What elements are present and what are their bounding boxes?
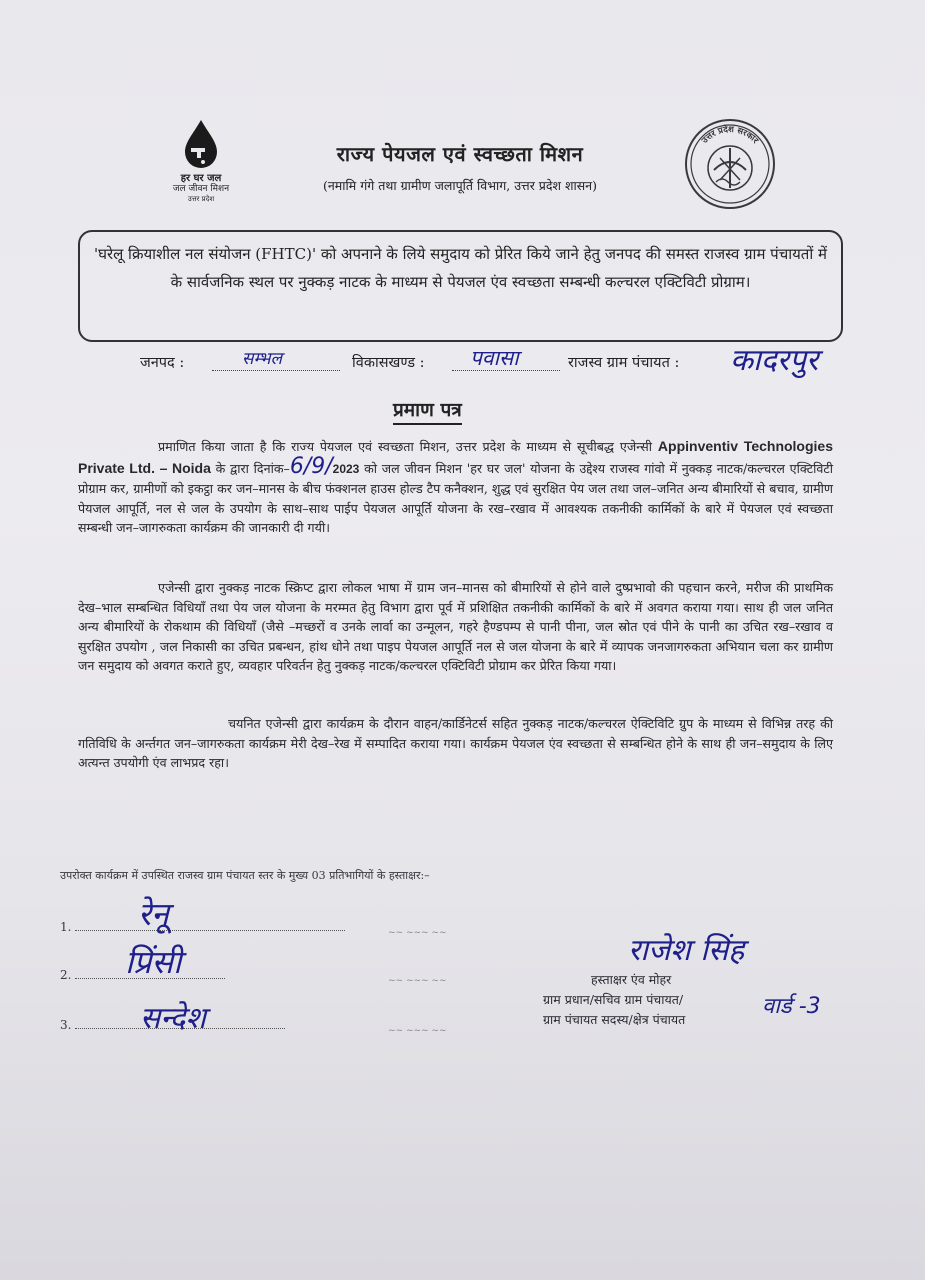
- svg-text:उत्तर प्रदेश सरकार: [699, 124, 760, 146]
- participant-number-3: 3.: [60, 1018, 72, 1032]
- program-title-box: [78, 230, 843, 342]
- participant-signature-3: सन्देश: [140, 1001, 206, 1036]
- paragraph-1-part1: प्रमाणित किया जाता है कि राज्य पेयजल एवं स्वच्छता मिशन, उत्तर प्रदेश के माध्यम से सूचीबद्ध एजेन्सी: [158, 439, 653, 454]
- paragraph-2-text: एजेन्सी द्वारा नुक्कड़ नाटक स्क्रिप्ट द्वारा लोकल भाषा में ग्राम जन–मानस को बीमारियों से होने वाले दुष्प्रभावो की पहचान करने, मरीज की प्राथमिक देख–भाल सम्बन्धित विधियाँ तथा पेय जल योजना के मरम्मत हेतु विभाग द्वारा पूर्व में प्रशिक्षित तकनीकी कार्मिकों के बारे में अवगत कराया गया। साथ ही जल जनित अन्य बीमारियों के रोकथाम की विधियाँ (जैसे –मच्छरों व उनके लार्वा का उन्मूलन, गहरे हैण्डपम्प से पानी पीना, जल स्रोत एवं पीने के पानी का उचित रख–रखाव व सुरक्षित उपयोग , जल निकासी का उचित प्रबन्धन, हांथ धोने तथा पाइप पेयजल आपूर्ति नल से जल योजना के बारे में व्यापक जनजागरुकता अभियान चला कर ग्रामीण जन समुदाय को अवगत कराते हुए, व्यवहार परिवर्तन हेतु नुक्कड़ नाटक/कल्चरल एक्टिविटी प्रोग्राम कर प्रेरित किया गया।: [78, 580, 833, 673]
- participants-intro: उपरोक्त कार्यक्रम में उपस्थित राजस्व ग्राम पंचायत स्तर के मुख्य 03 प्रतिभागियों के हस्ताक्षर:–: [60, 869, 430, 882]
- certificate-page: हर घर जल जल जीवन मिशन उत्तर प्रदेश राज्य पेयजल एवं स्वच्छता मिशन (नमामि गंगे तथा ग्रामीण जलापूर्ति विभाग, उत्तर प्रदेश शासन) उत्तर प्रदेश सरकार 'घरेलू क्रियाशील नल संयोजन (FHTC)' को अपनाने के लिये समुदाय को प्रेरित किये जाने हेतु जनपद की समस्त राजस्व ग्राम पंचायतों में के सार्वजनिक स्थल पर नुक्कड़ नाटक के माध्यम से पेयजल एंव स्वच्छता सम्बन्धी कल्चरल एक्टिविटी प्रोग्राम। जनपद : सम्भल विकासखण्ड : पवासा राजस्व ग्राम पंचायत : कादरपुर प्रमाण पत्र प्रमाणित किया जाता है कि राज्य पेयजल एवं स्वच्छता मिशन, उत्तर प्रदेश के माध्यम से सूचीबद्ध एजेन्सी Appinventiv Technologies Private Ltd. – Noida के द्वारा दिनांक–6/9/2023 को जल जीवन मिशन 'हर घर जल' योजना के उद्देश्य राजस्व गांवो में नुक्कड़ नाटक/कल्चरल एक्टिविटी प्रोग्राम कर, ग्रामीणों को इकट्ठा कर जन–मानस के बीच फंक्शनल हाउस होल्ड टैप कनैक्शन, शुद्ध एवं सुरक्षित पेय जल तथा जल–जनित अन्य बीमारियों से बचाव, ग्रामीण पेयजल आपूर्ति, नल से जल के उपयोग के साथ–साथ पाईप पेयजल आपूर्ति योजना के रख–रखाव में आवश्यक तकनीकी कार्मिकों के बारे में पेयजल एवं स्वच्छता सम्बन्धी जन–जागरुकता कार्यक्रम की जानकारी दी गयी। एजेन्सी द्वारा नुक्कड़ नाटक स्क्रिप्ट द्वारा लोकल भाषा में ग्राम जन–मानस को बीमारियों से होने वाले दुष्प्रभावो की पहचान करने, मरीज की प्राथमिक देख–भाल सम्बन्धित विधियाँ तथा पेय जल योजना के मरम्मत हेतु विभाग द्वारा पूर्व में प्रशिक्षित तकनीकी कार्मिकों के बारे में अवगत कराया गया। साथ ही जल जनित अन्य बीमारियों के रोकथाम की विधियाँ (जैसे –मच्छरों व उनके लार्वा का उन्मूलन, गहरे हैण्डपम्प से पानी पीना, जल स्रोत एवं पीने के पानी का उचित रख–रखाव व सुरक्षित उपयोग , जल निकासी का उचित प्रबन्धन, हांथ धोने तथा पाइप पेयजल आपूर्ति नल से जल योजना के बारे में व्यापक जनजागरुकता अभियान चला कर ग्रामीण जन समुदाय को अवगत कराते हुए, व्यवहार परिवर्तन हेतु नुक्कड़ नाटक/कल्चरल एक्टिविटी प्रोग्राम कर प्रेरित किया गया। चयनित एजेन्सी द्वारा कार्यक्रम के दौरान वाहन/कार्डिनेटर्स सहित नुक्कड़ नाटक/कल्चरल ऐक्टिविटि ग्रुप के माध्यम से विभिन्न तरह की गतिविधि के अर्न्तगत जन–जागरुकता कार्यक्रम मेरी देख–रेख में सम्पादित कराया गया। कार्यक्रम पेयजल एंव स्वच्छता से सम्बन्धित होने के साथ ही जन–समुदाय के लिए अत्यन्त उपयोगी एंव लाभप्रद रहा। उपरोक्त कार्यक्रम में उपस्थित राजस्व ग्राम पंचायत स्तर के मुख्य 03 प्रतिभागियों के हस्ताक्षर:– 1. रेनू ~~ ~~~ ~~ 2. प्रिंसी ~~ ~~~ ~~ 3. सन्देश ~~ ~~~ ~~ राजेश सिंह हस्ताक्षर एंव मोहर ग्राम प्रधान/सचिव ग्राम पंचायत/ ग्राम पंचायत सदस्य/क्षेत्र पंचायत वार्ड -3: [0, 0, 925, 1280]
- authority-role-line-1: ग्राम प्रधान/सचिव ग्राम पंचायत/: [543, 992, 684, 1007]
- paragraph-3: [78, 714, 833, 773]
- participant-row-1: [60, 920, 345, 934]
- participant-signature-1: रेनू: [138, 895, 169, 933]
- handwritten-date: 6/9/: [289, 453, 333, 479]
- logo-caption-3: उत्तर प्रदेश: [187, 195, 215, 203]
- block-label: विकासखण्ड :: [352, 355, 425, 371]
- paragraph-1: [78, 437, 833, 538]
- agency-name: Appinventiv Technologies Private Ltd. – Noida: [78, 438, 834, 476]
- paragraph-3-text: चयनित एजेन्सी द्वारा कार्यक्रम के दौरान वाहन/कार्डिनेटर्स सहित नुक्कड़ नाटक/कल्चरल ऐक्टिविटि ग्रुप के माध्यम से विभिन्न तरह की गतिविधि के अर्न्तगत जन–जागरुकता कार्यक्रम मेरी देख–रेख में सम्पादित कराया गया। कार्यक्रम पेयजल एंव स्वच्छता से सम्बन्धित होने के साथ ही जन–समुदाय के लिए अत्यन्त उपयोगी एंव लाभप्रद रहा।: [78, 716, 833, 770]
- paragraph-1-part2: के द्वारा दिनांक–: [210, 460, 290, 476]
- village-value: कादरपुर: [730, 343, 819, 378]
- up-government-seal-icon: [684, 118, 776, 210]
- program-title-text: 'घरेलू क्रियाशील नल संयोजन (FHTC)' को अपनाने के लिये समुदाय को प्रेरित किये जाने हेतु जनपद की समस्त राजस्व ग्राम पंचायतों में के सार्वजनिक स्थल पर नुक्कड़ नाटक के माध्यम से पेयजल एंव स्वच्छता सम्बन्धी कल्चरल एक्टिविटी प्रोग्राम।: [94, 245, 827, 291]
- participant-number-1: 1.: [60, 920, 72, 934]
- date-year: 2023: [332, 461, 360, 476]
- authority-role-line-2: ग्राम पंचायत सदस्य/क्षेत्र पंचायत: [543, 1012, 686, 1027]
- water-drop-icon: [181, 118, 221, 170]
- district-label: जनपद :: [140, 355, 185, 371]
- authority-signature: राजेश सिंह: [628, 933, 745, 968]
- org-header: [290, 140, 630, 194]
- certificate-title: प्रमाण पत्र: [393, 396, 462, 425]
- ward-note: वार्ड -3: [762, 994, 821, 1019]
- paragraph-2: [78, 578, 833, 676]
- participant-signature-2: प्रिंसी: [125, 943, 182, 981]
- seal-text: उत्तर प्रदेश सरकार: [700, 124, 760, 146]
- block-value: पवासा: [470, 346, 519, 370]
- sign-and-seal-label: हस्ताक्षर एंव मोहर: [591, 972, 672, 987]
- org-subtitle: (नमामि गंगे तथा ग्रामीण जलापूर्ति विभाग, उत्तर प्रदेश शासन): [322, 178, 597, 193]
- jal-jeevan-mission-logo: [160, 118, 242, 204]
- participant-number-2: 2.: [60, 968, 72, 982]
- paragraph-1-part3: को जल जीवन मिशन 'हर घर जल' योजना के उद्देश्य राजस्व गांवो में नुक्कड़ नाटक/कल्चरल एक्टिविटी प्रोग्राम कर, ग्रामीणों को इकट्ठा कर जन–मानस के बीच फंक्शनल हाउस होल्ड टैप कनैक्शन, शुद्ध एवं सुरक्षित पेय जल तथा जल–जनित अन्य बीमारियों से बचाव, ग्रामीण पेयजल आपूर्ति, नल से जल के उपयोग के साथ–साथ पाईप पेयजल आपूर्ति योजना के रख–रखाव में आवश्यक तकनीकी कार्मिकों के बारे में पेयजल एवं स्वच्छता सम्बन्धी जन–जागरुकता कार्यक्रम की जानकारी दी गयी।: [78, 460, 833, 535]
- org-title: राज्य पेयजल एवं स्वच्छता मिशन: [336, 142, 584, 166]
- logo-caption-2: जल जीवन मिशन: [172, 184, 230, 194]
- logo-caption-1: हर घर जल: [180, 173, 222, 184]
- village-label: राजस्व ग्राम पंचायत :: [568, 355, 680, 371]
- district-value: सम्भल: [242, 349, 283, 369]
